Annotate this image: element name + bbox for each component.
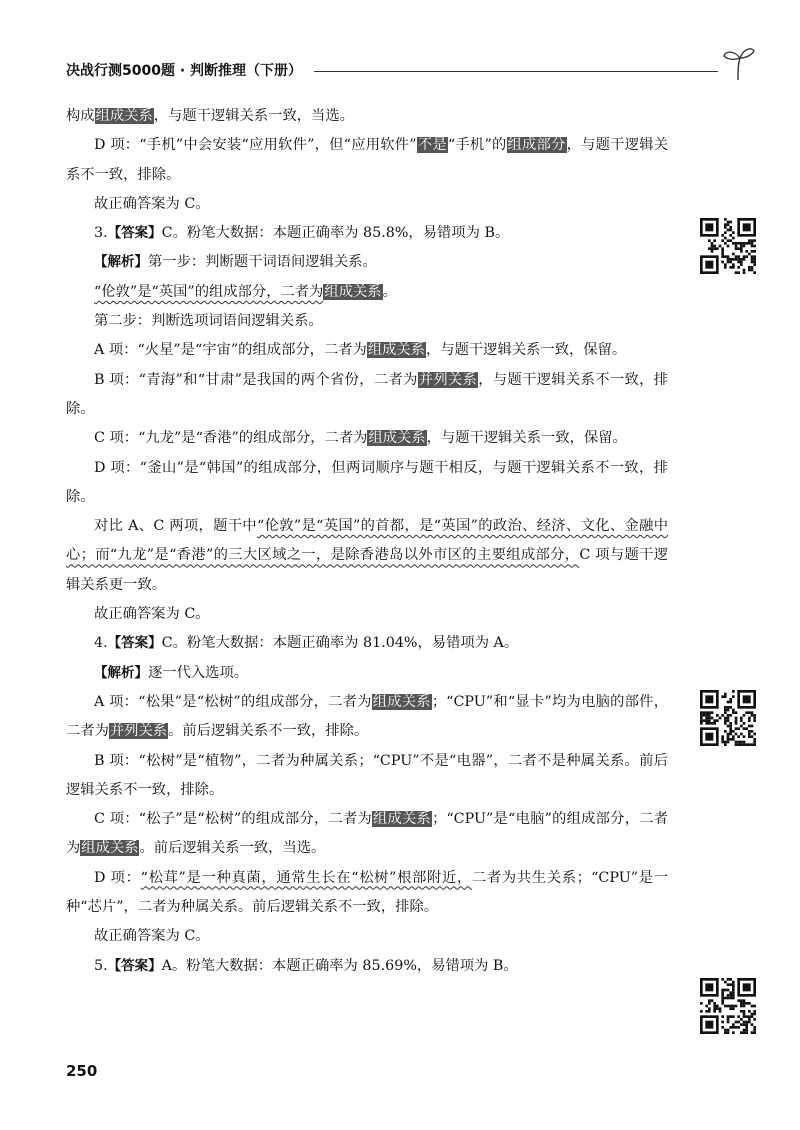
question-answer-5 [66,952,668,981]
highlight: 并列关系 [418,371,478,388]
paragraph [66,366,668,425]
text-run: 对比 A、C 两项，题干中 [94,518,257,535]
question-answer-4 [66,629,668,658]
text-run: 二者为共生关系；“CPU”是一种“芯片”，二者为种属关系。前后逻辑关系不一致，排除。 [66,869,668,916]
answer-label: 【答案】 [107,225,162,242]
sprout-icon [720,42,756,82]
text-run: ，与题干逻辑关系一致，保留。 [426,430,627,447]
paragraph [66,131,668,190]
paragraph: D 项：“釜山”是“韩国”的组成部分，但两词顺序与题干相反，与题干逻辑关系不一致，排除。 [66,459,668,505]
text-run: 构成 [66,108,95,124]
paragraph: 第二步：判断选项词语间逻辑关系。 [94,313,323,330]
text-run: B 项：“青海”和“甘肃”是我国的两个省份，二者为 [94,371,418,388]
text-run: 3. [94,225,108,242]
wavy-underline: “伦敦”是“英国”的首都，是“英国”的政治、经济、文化、金融中心；而“九龙”是“香港”的三大区域之一，是除香港岛以外市区的主要组成部分， [66,518,668,564]
text-run: D 项：“手机”中会安装“应用软件”，但“应用软件” [94,137,417,154]
qr-code-icon[interactable] [700,218,756,274]
answer-line: 故正确答案为 C。 [94,195,210,212]
wavy-underline: “伦敦”是“英国”的组成部分，二者为 [94,283,324,300]
answer-label: 【答案】 [107,635,162,652]
wavy-underline: “松茸”是一种真菌，通常生长在“松树”根部附近， [140,869,472,886]
text-run: ，与题干逻辑关系不一致，排除。 [66,371,669,417]
paragraph [66,864,668,923]
text-run: 。 [382,283,397,300]
paragraph [66,659,668,688]
highlight: 组成部分 [507,137,566,154]
header-rule [314,71,718,72]
paragraph [66,512,668,600]
text-run: C 项：“九龙”是“香港”的组成部分，二者为 [94,430,368,447]
text-run: A。粉笔大数据：本题正确率为 85.69%，易错项为 B。 [161,957,518,974]
text-run: A 项：“松果”是“松树”的组成部分，二者为 [94,693,372,710]
answer-line: 故正确答案为 C。 [94,606,210,623]
paragraph [66,102,668,131]
highlight: 组成关系 [95,108,153,124]
text-run: 第一步：判断题干词语间逻辑关系。 [148,254,377,271]
text-run: A 项：“火星”是“宇宙”的组成部分，二者为 [94,342,367,359]
qr-code-icon[interactable] [700,978,756,1034]
text-run: 4. [94,635,108,652]
text-run: ；“CPU”和“显卡”均为电脑的部件，二者为 [66,693,669,740]
highlight: 组成关系 [324,283,382,300]
text-run: ，与题干逻辑关系一致，当选。 [153,108,354,124]
highlight: 组成关系 [373,811,432,828]
paragraph [66,805,668,864]
paragraph [66,336,668,365]
text-run: 逐一代入选项。 [148,664,249,681]
text-run: 。前后逻辑关系不一致，排除。 [168,723,369,740]
text-run: D 项： [94,869,141,886]
text-run: C 项与题干逻辑关系更一致。 [66,547,669,593]
text-run: C 项：“松子”是“松树”的组成部分，二者为 [94,811,372,828]
text-run: “手机”的 [447,137,507,154]
highlight: 不是 [417,137,447,154]
highlight: 组成关系 [367,342,426,359]
highlight: 组成关系 [372,693,431,710]
paragraph [66,688,668,747]
question-answer-3 [66,219,668,248]
text-run: ，与题干逻辑关系一致，保留。 [426,342,627,359]
paragraph [66,424,668,453]
text-run: 5. [94,957,108,974]
paragraph: B 项：“松树”是“植物”，二者为种属关系；“CPU”不是“电器”，二者不是种属关系。前后逻辑关系不一致，排除。 [66,752,668,798]
paragraph [66,278,668,307]
qr-code-icon[interactable] [700,690,756,746]
answer-line: 故正确答案为 C。 [94,928,210,945]
running-header [66,60,756,88]
analysis-label: 【解析】 [94,254,148,271]
answer-label: 【答案】 [107,957,162,974]
paragraph [66,248,668,277]
analysis-label: 【解析】 [94,664,148,681]
highlight: 组成关系 [368,430,426,447]
page-number: 250 [66,1062,98,1080]
page-body [66,102,668,981]
highlight: 组成关系 [81,840,139,857]
text-run: ；“CPU”是“电脑”的组成部分，二者为 [66,811,669,857]
highlight: 并列关系 [109,723,168,740]
text-run: 。前后逻辑关系一致，当选。 [139,840,326,857]
text-run: C。粉笔大数据：本题正确率为 81.04%，易错项为 A。 [161,635,519,652]
book-title: 决战行测5000题 · 判断推理（下册） [66,63,303,79]
text-run: ，与题干逻辑关系不一致，排除。 [66,137,669,183]
text-run: C。粉笔大数据：本题正确率为 85.8%，易错项为 B。 [161,225,510,242]
